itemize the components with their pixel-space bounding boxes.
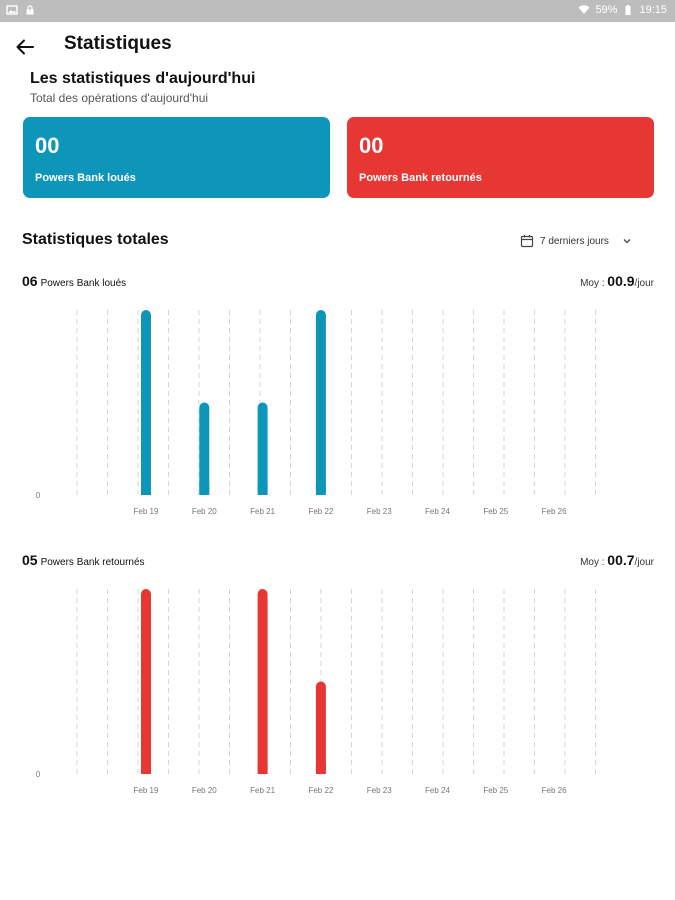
x-tick-label: Feb 26 <box>541 786 567 795</box>
x-tick-label: Feb 23 <box>366 786 392 795</box>
bar <box>199 403 209 496</box>
rented-today-label: Powers Bank loués <box>35 172 136 184</box>
rented-bar-chart <box>0 300 675 525</box>
period-label: 7 derniers jours <box>540 235 609 247</box>
avg-prefix: Moy : <box>580 557 608 568</box>
rented-average <box>580 273 654 289</box>
avg-suffix: /jour <box>634 557 654 568</box>
bar-base <box>316 764 326 774</box>
bar <box>258 403 268 496</box>
bar-base <box>141 485 151 495</box>
rented-chart-label: Powers Bank loués <box>40 278 127 289</box>
bar <box>141 310 151 495</box>
x-tick-label: Feb 26 <box>541 507 567 516</box>
app-bar <box>0 22 675 72</box>
x-tick-label: Feb 19 <box>133 786 159 795</box>
returned-chart-label: Powers Bank retournés <box>40 557 145 568</box>
clock: 19:15 <box>639 4 667 16</box>
bar <box>258 589 268 774</box>
x-tick-label: Feb 21 <box>250 507 276 516</box>
bar <box>316 682 326 775</box>
x-tick-label: Feb 23 <box>366 507 392 516</box>
bar-base <box>258 764 268 774</box>
x-tick-label: Feb 19 <box>133 507 159 516</box>
today-subtitle: Total des opérations d'aujourd'hui <box>30 91 209 105</box>
y-tick-label: 0 <box>35 491 41 500</box>
x-tick-label: Feb 22 <box>308 507 334 516</box>
x-tick-label: Feb 24 <box>425 507 450 516</box>
returned-today-value: 00 <box>359 133 384 158</box>
y-tick-label: 0 <box>35 770 41 779</box>
status-bar <box>0 0 675 22</box>
bar-base <box>316 485 326 495</box>
bar-base <box>199 485 209 495</box>
calendar-icon <box>520 234 534 248</box>
arrow-left-icon <box>12 34 38 60</box>
bar-base <box>141 764 151 774</box>
page-title: Statistiques <box>64 33 172 54</box>
today-title: Les statistiques d'aujourd'hui <box>30 70 256 87</box>
bar <box>316 310 326 495</box>
rented-today-value: 00 <box>35 133 60 158</box>
x-tick-label: Feb 20 <box>191 507 217 516</box>
battery-icon <box>622 4 634 16</box>
returned-average <box>580 552 654 568</box>
chevron-down-icon <box>621 235 633 247</box>
returned-today-label: Powers Bank retournés <box>359 172 482 184</box>
returned-total-count: 05 <box>22 552 38 568</box>
rented-today-card <box>23 117 330 198</box>
rented-chart-svg <box>0 300 675 525</box>
image-icon <box>6 4 18 16</box>
x-tick-label: Feb 24 <box>425 786 450 795</box>
avg-value: 00.9 <box>607 273 635 289</box>
rented-chart-header <box>22 273 654 291</box>
avg-value: 00.7 <box>607 552 635 568</box>
period-selector[interactable] <box>520 231 655 251</box>
back-button[interactable] <box>12 34 38 60</box>
rented-total-count: 06 <box>22 273 38 289</box>
x-tick-label: Feb 25 <box>483 786 509 795</box>
x-tick-label: Feb 20 <box>191 786 217 795</box>
x-tick-label: Feb 25 <box>483 507 509 516</box>
battery-level: 59% <box>595 4 618 16</box>
x-tick-label: Feb 21 <box>250 786 276 795</box>
total-stats-title: Statistiques totales <box>22 231 169 248</box>
lock-icon <box>24 4 36 16</box>
avg-prefix: Moy : <box>580 278 608 289</box>
x-tick-label: Feb 22 <box>308 786 334 795</box>
returned-chart-svg <box>0 579 675 804</box>
bar <box>141 589 151 774</box>
wifi-icon <box>578 4 590 16</box>
returned-today-card <box>347 117 654 198</box>
avg-suffix: /jour <box>634 278 654 289</box>
bar-base <box>258 485 268 495</box>
returned-chart-header <box>22 552 654 570</box>
